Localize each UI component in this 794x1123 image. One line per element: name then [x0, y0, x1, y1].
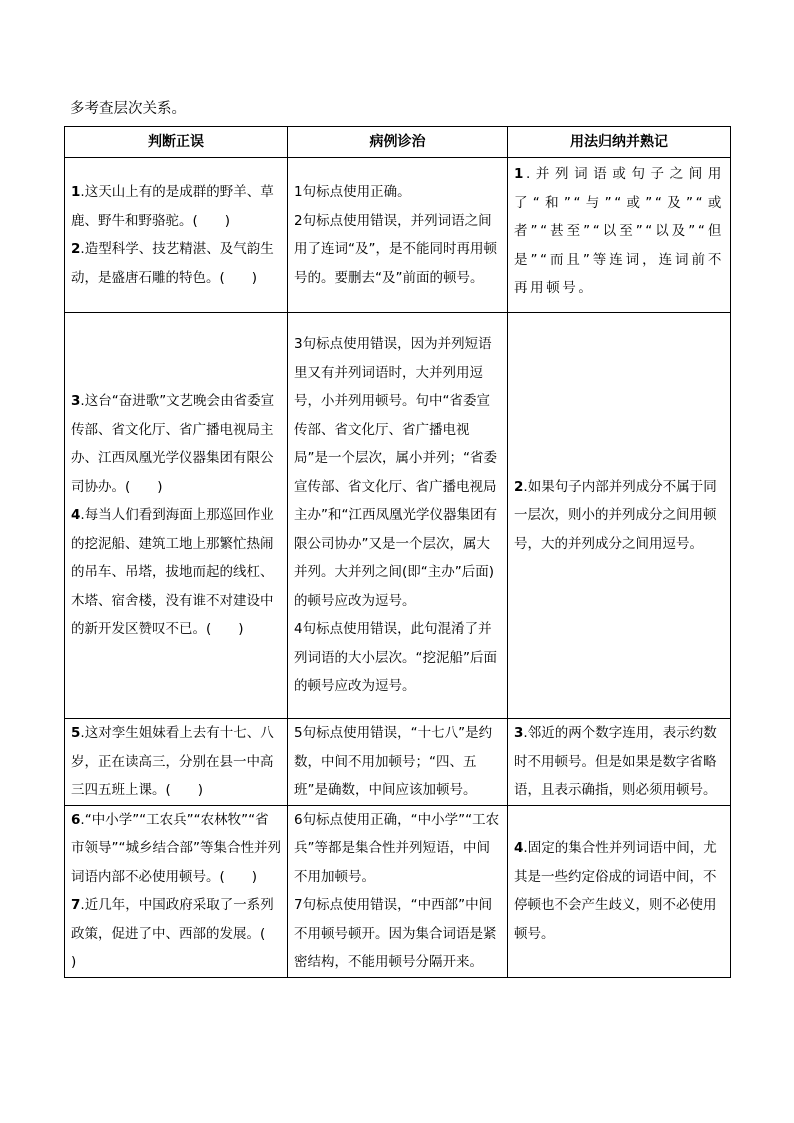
judge-cell	[65, 313, 288, 719]
judge-item: 1.这天山上有的是成群的野羊、草鹿、野牛和野骆驼。( )	[71, 184, 274, 229]
table-header-row	[65, 127, 731, 158]
rule-cell	[508, 805, 731, 977]
rule-cell	[508, 313, 731, 719]
diagnosis-item: 4句标点使用错误，此句混淆了并列词语的大小层次。“挖泥船”后面的顿号应改为逗号。	[294, 621, 497, 695]
diagnosis-item: 3句标点使用错误，因为并列短语里又有并列词语时，大并列用逗号，小并列用顿号。句中“省委宣传部、省文化厅、省广播电视局”是一个层次，属小并列；“省委宣传部、省文化厅、省广播电视局主办”和“江西凤凰光学仪器集团有限公司协办”又是一个层次，属大并列。大并列之间(即“主办”后面)的顿号应改为逗号。	[294, 336, 497, 609]
judge-cell	[65, 805, 293, 977]
judge-item: 5.这对孪生姐妹看上去有十七、八岁，正在读高三，分别在县一中高三四五班上课。( )	[71, 725, 274, 798]
judge-item: 2.造型科学、技艺精湛、及气韵生动，是盛唐石雕的特色。( )	[71, 241, 274, 286]
diagnosis-item: 7句标点使用错误，“中西部”中间不用顿号顿开。因为集合词语是紧密结构，不能用顿号分隔开来。	[294, 897, 497, 970]
diagnosis-item: 5句标点使用错误，“十七八”是约数，中间不用加顿号；“四、五班”是确数，中间应该加顿号。	[294, 725, 493, 798]
judge-item: 3.这台“奋进歌”文艺晚会由省委宣传部、省文化厅、省广播电视局主办、江西凤凰光学仪器集团有限公司协办。( )	[71, 393, 275, 495]
table-row	[65, 805, 731, 977]
rule-cell	[508, 158, 731, 313]
header-judge: 判断正误	[65, 127, 288, 158]
table-row	[65, 158, 731, 313]
diagnosis-item: 6句标点使用正确，“中小学”“工农兵”等都是集合性并列短语，中间不用加顿号。	[294, 811, 500, 885]
diagnosis-item: 1句标点使用正确。	[294, 184, 411, 200]
judge-cell	[65, 719, 288, 806]
diagnosis-cell	[288, 313, 508, 719]
punctuation-table	[64, 126, 731, 978]
rule-cell	[508, 719, 731, 806]
diagnosis-item: 2句标点使用错误，并列词语之间用了连词“及”，是不能同时再用顿号的。要删去“及”前面的顿号。	[294, 212, 497, 286]
judge-cell	[65, 158, 288, 313]
diagnosis-cell	[288, 719, 508, 806]
table-row	[65, 719, 731, 806]
diagnosis-cell	[288, 805, 508, 977]
judge-item: 4.每当人们看到海面上那巡回作业的挖泥船、建筑工地上那繁忙热闹的吊车、吊塔，拔地而起的线杠、木塔、宿舍楼，没有谁不对建设中的新开发区赞叹不已。( )	[71, 507, 274, 638]
header-diagnosis: 病例诊治	[288, 127, 508, 158]
rule-item: 4.固定的集合性并列词语中间，尤其是一些约定俗成的词语中间，不停顿也不会产生歧义，则不必使用顿号。	[514, 840, 717, 942]
judge-item: 7.近几年，中国政府采取了一系列政策，促进了中、西部的发展。( )	[71, 897, 293, 970]
rule-item: 3.邻近的两个数字连用，表示约数时不用顿号。但是如果是数字省略语，且表示确指，则必须用顿号。	[514, 725, 717, 798]
rule-item: 2.如果句子内部并列成分不属于同一层次，则小的并列成分之间用顿号，大的并列成分之间用逗号。	[514, 478, 717, 552]
table-row	[65, 313, 731, 719]
rule-item: 1.并列词语或句子之间用了“和”“与”“或”“及”“或者”“甚至”“以至”“以及”“但是”“而且”等连词，连词前不再用顿号。	[514, 166, 724, 296]
judge-item: 6.“中小学”“工农兵”“农林牧”“省市领导”“城乡结合部”等集合性并列词语内部不必使用顿号。( )	[71, 811, 281, 885]
header-rule: 用法归纳并熟记	[508, 127, 731, 158]
diagnosis-cell	[288, 158, 508, 313]
intro-text: 多考查层次关系。	[70, 101, 186, 117]
